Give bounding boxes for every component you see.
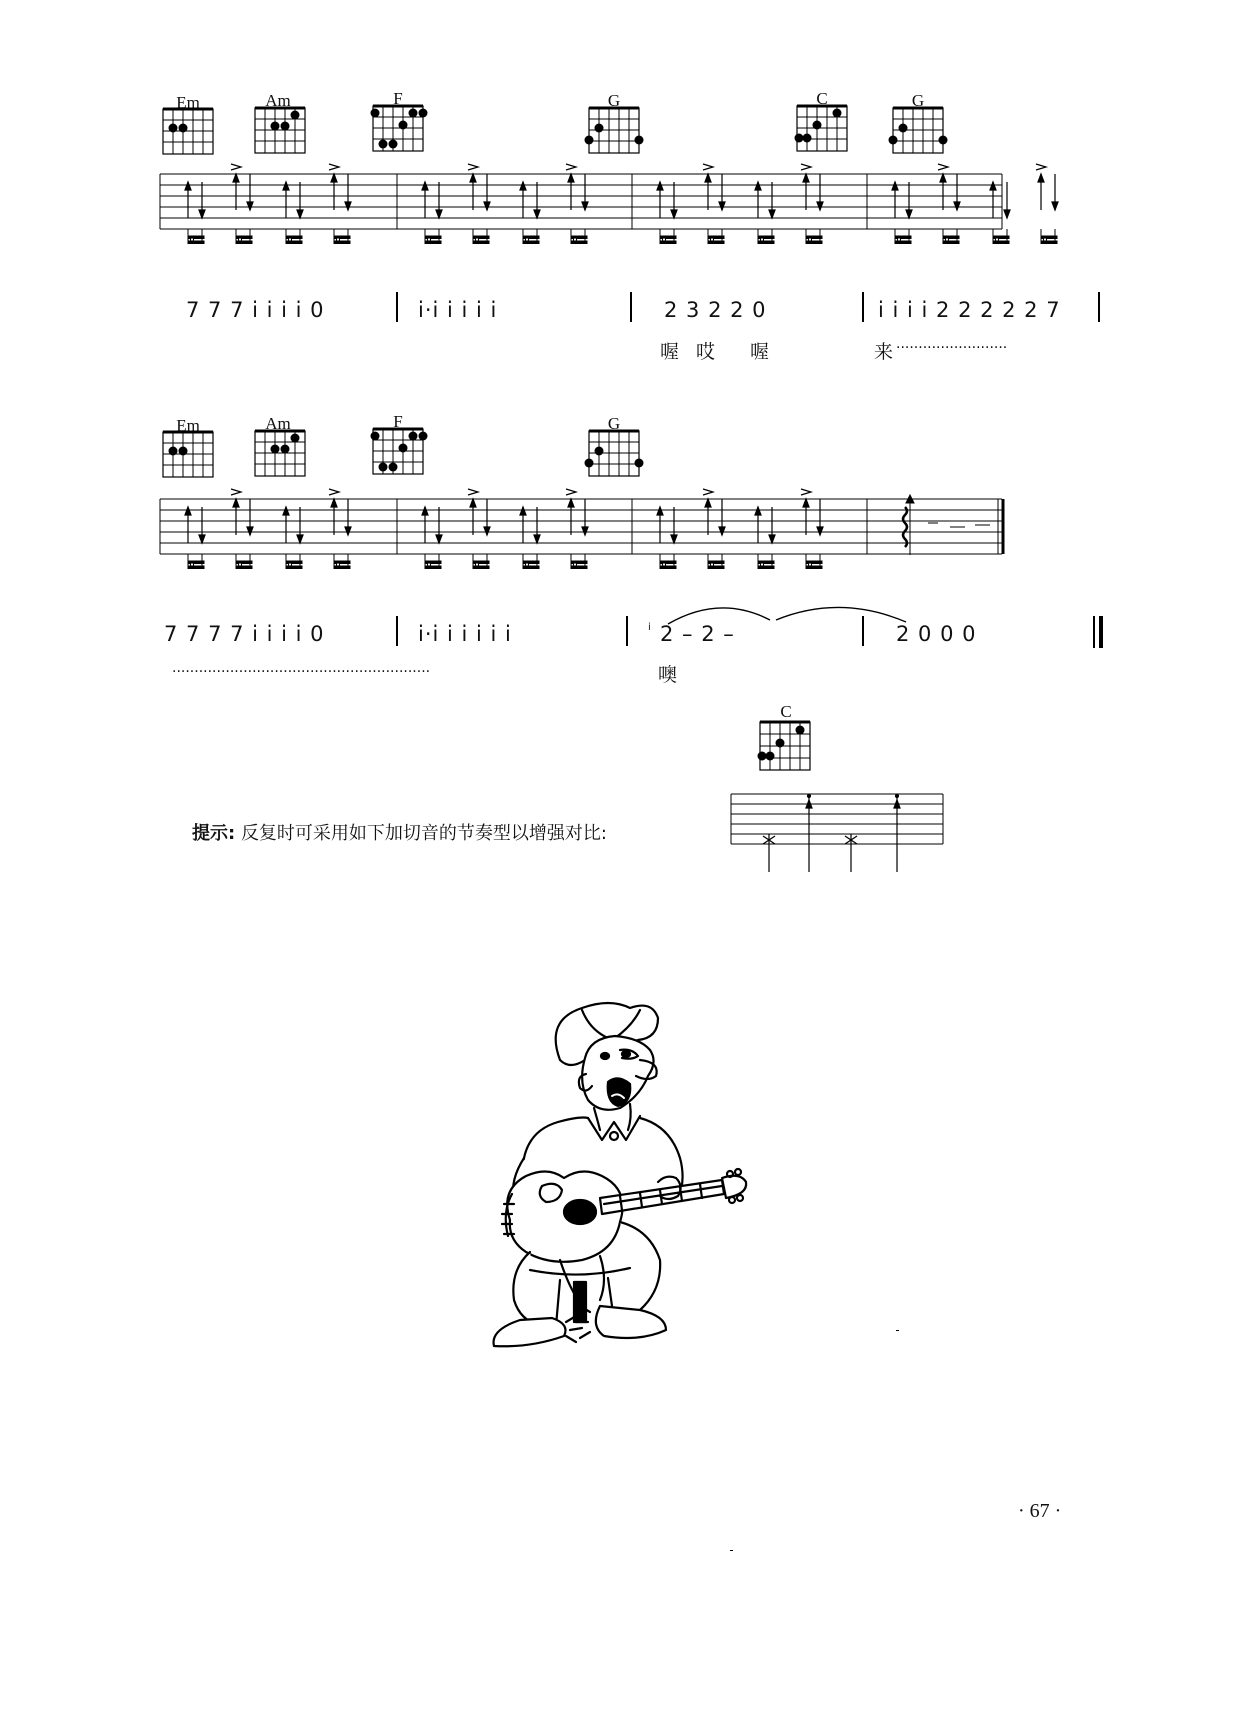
down-arrow-icon <box>345 527 351 535</box>
note-beam <box>708 566 724 569</box>
accent-mark <box>566 489 576 495</box>
note-beam <box>523 241 539 244</box>
chord-name-g2: G <box>911 91 925 110</box>
accent-mark <box>468 164 478 170</box>
note-beam <box>188 566 204 569</box>
note-beam <box>943 236 959 239</box>
final-barline-thin <box>1093 616 1095 648</box>
note-beam <box>993 236 1009 239</box>
note-beam <box>334 566 350 569</box>
up-arrow-icon <box>940 174 946 182</box>
chord-name-am: Am <box>265 91 291 110</box>
note-beam <box>571 236 587 239</box>
up-arrow-icon <box>892 182 898 190</box>
up-arrow-icon <box>283 182 289 190</box>
note-dot <box>1043 238 1046 241</box>
down-arrow-icon <box>436 210 442 218</box>
speck <box>896 1330 899 1331</box>
note-beam <box>758 236 774 239</box>
up-arrow-icon <box>470 499 476 507</box>
note-beam <box>806 561 822 564</box>
note-beam <box>473 236 489 239</box>
note-dot <box>288 238 291 241</box>
barline <box>396 292 398 322</box>
chord-name-f: F <box>393 412 403 431</box>
accent-mark <box>231 489 241 495</box>
note-dot <box>573 563 576 566</box>
up-arrow-icon <box>568 174 574 182</box>
speck <box>730 1550 733 1551</box>
down-arrow-icon <box>817 202 823 210</box>
note-beam <box>334 241 350 244</box>
note-dot <box>190 238 193 241</box>
tip-text <box>192 819 607 845</box>
note-dot <box>288 563 291 566</box>
jianpu-measure-1: 7 7 7 7 i i i i 0 <box>164 622 325 646</box>
down-arrow-icon <box>297 535 303 543</box>
up-arrow-icon <box>520 182 526 190</box>
note-dot <box>336 563 339 566</box>
note-beam <box>425 566 441 569</box>
chord-name-am: Am <box>265 414 291 433</box>
tip-rhythm-tab <box>731 790 946 882</box>
note-beam <box>334 236 350 239</box>
note-dot <box>710 238 713 241</box>
down-arrow-icon <box>484 527 490 535</box>
note-beam <box>758 561 774 564</box>
up-arrow-icon <box>185 182 191 190</box>
up-arrow-icon <box>283 507 289 515</box>
note-beam <box>806 566 822 569</box>
note-beam <box>473 561 489 564</box>
down-arrow-icon <box>719 202 725 210</box>
barline <box>626 616 628 646</box>
note-beam <box>473 566 489 569</box>
note-beam <box>425 241 441 244</box>
jianpu-measure-3: 2 3 2 2 0 <box>664 298 767 322</box>
down-arrow-icon <box>954 202 960 210</box>
chord-diagram-g <box>587 106 642 156</box>
down-arrow-icon <box>769 210 775 218</box>
chord-diagram-g2 <box>891 106 946 156</box>
up-arrow-icon <box>755 507 761 515</box>
down-arrow-icon <box>247 202 253 210</box>
grace-note: i <box>648 622 652 633</box>
note-beam <box>660 566 676 569</box>
up-arrow-icon <box>331 174 337 182</box>
note-beam <box>523 236 539 239</box>
tip-label: 提示: <box>192 823 236 844</box>
note-beam <box>895 241 911 244</box>
accent-mark <box>801 489 811 495</box>
note-beam <box>236 566 252 569</box>
note-beam <box>708 236 724 239</box>
chord-name-em: Em <box>176 416 200 435</box>
note-beam <box>660 236 676 239</box>
note-beam <box>334 561 350 564</box>
note-beam <box>286 566 302 569</box>
down-arrow-icon <box>719 527 725 535</box>
note-beam <box>758 566 774 569</box>
chord-name-c: C <box>780 702 792 721</box>
note-beam <box>236 236 252 239</box>
note-beam <box>286 561 302 564</box>
note-dot <box>808 563 811 566</box>
strum-tab-1 <box>160 170 1005 265</box>
down-arrow-icon <box>534 535 540 543</box>
lyric: 喔 <box>750 341 770 363</box>
up-arrow-icon <box>331 499 337 507</box>
barline <box>630 292 632 322</box>
note-dot <box>525 238 528 241</box>
jianpu-measure-2: i·i i i i i i <box>418 622 512 646</box>
chord-diagram-em <box>161 107 216 157</box>
down-arrow-icon <box>534 210 540 218</box>
lyric: 噢 <box>658 664 678 686</box>
down-arrow-icon <box>436 535 442 543</box>
note-beam <box>286 236 302 239</box>
chord-diagram-em <box>161 430 216 480</box>
guitar-player-cartoon <box>490 990 820 1340</box>
up-arrow-icon <box>705 174 711 182</box>
note-beam <box>425 561 441 564</box>
note-beam <box>660 241 676 244</box>
jianpu-measure-3: 2 – 2 – <box>660 622 735 646</box>
note-dot <box>238 238 241 241</box>
jianpu-measure-4: i i i i 2 2 2 2 2 7 <box>878 298 1061 322</box>
note-beam <box>571 566 587 569</box>
chord-name-f: F <box>393 89 403 108</box>
tip-body: 反复时可采用如下加切音的节奏型以增强对比: <box>240 823 607 844</box>
accent-mark <box>566 164 576 170</box>
jianpu-measure-1: 7 7 7 i i i i 0 <box>186 298 325 322</box>
down-arrow-icon <box>671 210 677 218</box>
up-arrow-icon <box>990 182 996 190</box>
down-arrow-icon <box>199 210 205 218</box>
lyric: 哎 <box>696 341 716 363</box>
up-arrow-icon <box>1038 174 1044 182</box>
up-arrow-icon <box>705 499 711 507</box>
note-dot <box>190 563 193 566</box>
chord-name-g: G <box>607 414 621 433</box>
down-arrow-icon <box>1052 202 1058 210</box>
note-beam <box>188 561 204 564</box>
barline <box>862 292 864 322</box>
down-arrow-icon <box>199 535 205 543</box>
strum-tab-2 <box>160 495 1005 590</box>
jianpu-measure-2: i·i i i i i <box>418 298 498 322</box>
accent-mark <box>231 164 241 170</box>
chord-diagram-f <box>371 104 426 154</box>
note-dot <box>760 238 763 241</box>
chord-diagram-c <box>795 104 850 154</box>
accent-mark <box>703 489 713 495</box>
accent-mark <box>938 164 948 170</box>
note-dot <box>427 238 430 241</box>
note-dot <box>336 238 339 241</box>
note-beam <box>1041 241 1057 244</box>
note-dot <box>662 238 665 241</box>
note-beam <box>895 236 911 239</box>
down-arrow-icon <box>906 210 912 218</box>
note-beam <box>708 561 724 564</box>
up-arrow-icon <box>657 507 663 515</box>
up-arrow-icon <box>520 507 526 515</box>
note-beam <box>236 241 252 244</box>
note-beam <box>286 241 302 244</box>
down-arrow-icon <box>582 202 588 210</box>
note-dot <box>573 238 576 241</box>
down-arrow-icon <box>484 202 490 210</box>
accent-mark <box>468 489 478 495</box>
up-arrow-icon <box>568 499 574 507</box>
note-dot <box>710 563 713 566</box>
note-dot <box>427 563 430 566</box>
chord-diagram-c <box>758 720 813 775</box>
note-beam <box>188 241 204 244</box>
up-arrow-icon <box>422 507 428 515</box>
barline <box>1098 292 1100 322</box>
down-arrow-icon <box>817 527 823 535</box>
page-number: · 67 · <box>1018 1500 1062 1522</box>
note-beam <box>473 241 489 244</box>
note-dot <box>945 238 948 241</box>
up-arrow-icon <box>422 182 428 190</box>
up-arrow-icon <box>657 182 663 190</box>
accent-mark <box>1036 164 1046 170</box>
note-dot <box>475 238 478 241</box>
note-dot <box>662 563 665 566</box>
up-arrow-icon <box>233 174 239 182</box>
note-beam <box>660 561 676 564</box>
note-beam <box>806 236 822 239</box>
note-beam <box>188 236 204 239</box>
note-beam <box>943 241 959 244</box>
note-beam <box>1041 236 1057 239</box>
accent-mark <box>329 489 339 495</box>
jianpu-measure-4: 2 0 0 0 <box>896 622 977 646</box>
up-arrow-icon <box>755 182 761 190</box>
lyric: 喔 <box>660 341 680 363</box>
down-arrow-icon <box>582 527 588 535</box>
note-dot <box>995 238 998 241</box>
down-arrow-icon <box>769 535 775 543</box>
note-dot <box>525 563 528 566</box>
chord-diagram-f <box>371 427 426 477</box>
note-beam <box>571 241 587 244</box>
chord-name-em: Em <box>176 93 200 112</box>
chord-name-c: C <box>816 89 828 108</box>
note-beam <box>571 561 587 564</box>
down-arrow-icon <box>1004 210 1010 218</box>
up-arrow-icon <box>803 499 809 507</box>
note-beam <box>236 561 252 564</box>
accent-mark <box>703 164 713 170</box>
lyric-extension-dots: ·························································· <box>172 664 431 680</box>
note-dot <box>897 238 900 241</box>
down-arrow-icon <box>297 210 303 218</box>
accent-mark <box>329 164 339 170</box>
chord-diagram-g <box>587 429 642 479</box>
note-dot <box>808 238 811 241</box>
note-dot <box>238 563 241 566</box>
down-arrow-icon <box>247 527 253 535</box>
up-arrow-icon <box>803 174 809 182</box>
chord-diagram-am <box>253 106 308 156</box>
chord-name-g: G <box>607 91 621 110</box>
note-beam <box>993 241 1009 244</box>
note-beam <box>523 561 539 564</box>
note-beam <box>708 241 724 244</box>
slur-arcs <box>660 594 920 634</box>
note-dot <box>760 563 763 566</box>
accent-mark <box>801 164 811 170</box>
note-beam <box>758 241 774 244</box>
down-arrow-icon <box>671 535 677 543</box>
chord-diagram-am <box>253 429 308 479</box>
note-dot <box>475 563 478 566</box>
up-arrow-icon <box>185 507 191 515</box>
down-arrow-icon <box>345 202 351 210</box>
up-arrow-icon <box>233 499 239 507</box>
final-barline-thick <box>1099 616 1103 648</box>
lyric: 来 <box>874 341 894 363</box>
up-arrow-icon <box>470 174 476 182</box>
barline <box>396 616 398 646</box>
note-beam <box>806 241 822 244</box>
lyric-extension-dots: ························· <box>896 340 1008 356</box>
note-beam <box>523 566 539 569</box>
note-beam <box>425 236 441 239</box>
